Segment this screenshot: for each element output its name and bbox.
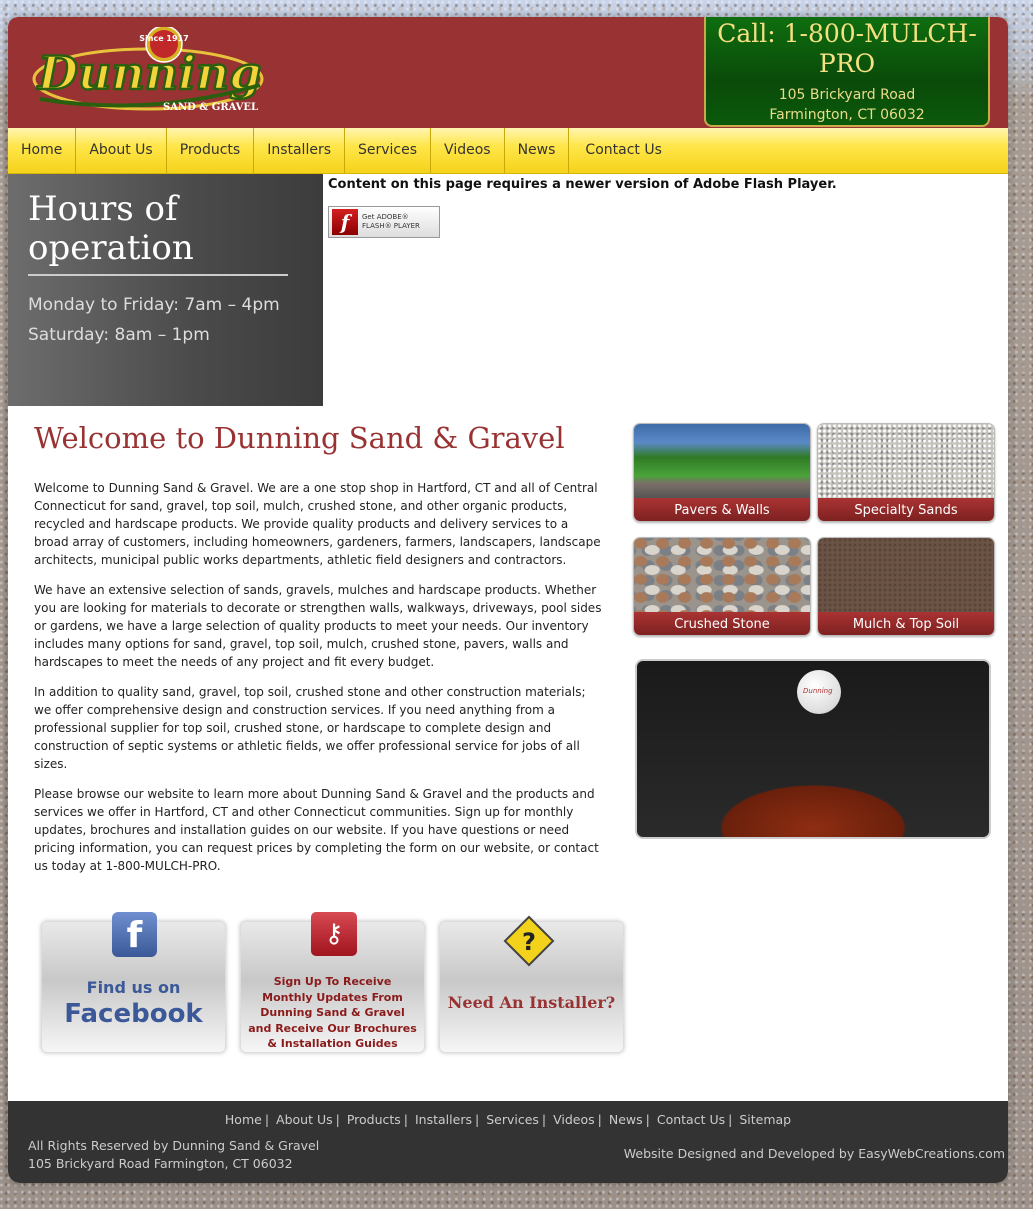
facebook-icon: f (112, 912, 157, 957)
footer-link-news[interactable]: News (608, 1112, 643, 1127)
nav-contact-us[interactable]: Contact Us (585, 142, 662, 158)
header-address-line1: 105 Brickyard Road (778, 87, 916, 103)
header (8, 17, 1008, 128)
main-nav (8, 128, 1008, 174)
question-icon (502, 914, 556, 968)
footer-link-contact-us[interactable]: Contact Us (656, 1112, 726, 1127)
sands-image (818, 424, 994, 498)
logo-since: Since 1917 (139, 34, 189, 43)
hours-panel (8, 174, 323, 406)
installer-badge[interactable] (439, 921, 624, 1053)
logo-sub: SAND & GRAVEL (163, 102, 259, 113)
nav-videos[interactable]: Videos (431, 128, 505, 173)
product-label: Pavers & Walls (634, 498, 810, 522)
footer-link-products[interactable]: Products (346, 1112, 401, 1127)
footer-credit[interactable]: Website Designed and Developed by EasyWebCreations.com (623, 1146, 1005, 1161)
welcome-paragraph: Please browse our website to learn more about Dunning Sand & Gravel and the products and services we offer in Hartford, CT and other Connecticut communities. Sign up for monthly updates, brochures and installation guides on our website. If you have questions or need pricing information, you can request prices by completing the form on our website, or contact us today at 1-800-MULCH-PRO. (34, 787, 599, 873)
page (8, 17, 1008, 1183)
nav-home[interactable]: Home (8, 128, 76, 173)
get-flash-player-button[interactable] (328, 206, 440, 238)
call-box (704, 17, 990, 127)
nav-products[interactable]: Products (167, 128, 254, 173)
product-label: Mulch & Top Soil (818, 612, 994, 636)
footer-link-services[interactable]: Services (486, 1112, 539, 1127)
mulch-golfball-photo (635, 659, 991, 839)
welcome-paragraph: In addition to quality sand, gravel, top soil, crushed stone and other construction materials; we offer comprehensive design and construction services. If you need anything from a professional supplier for top soil, crushed stone, or hardscape to complete design and construction of septic systems or athletic fields, we offer professional service for jobs of all sizes. (34, 685, 586, 771)
flash-area (323, 174, 1008, 406)
call-number[interactable]: Call: 1-800-MULCH-PRO (717, 19, 977, 78)
header-address-line2: Farmington, CT 06032 (769, 107, 925, 123)
flash-button-line2: FLASH® PLAYER (362, 222, 420, 230)
svg-text:?: ? (522, 928, 536, 956)
facebook-line2: Facebook (64, 999, 203, 1029)
promo-badges (41, 915, 631, 1051)
nav-news[interactable]: News (505, 128, 570, 173)
banner (8, 174, 1008, 406)
footer-link-about-us[interactable]: About Us (276, 1112, 333, 1127)
product-label: Crushed Stone (634, 612, 810, 636)
product-crushed-stone[interactable] (633, 537, 811, 636)
flash-button-line1: Get ADOBE® (362, 213, 409, 221)
footer-copyright-block (28, 1137, 319, 1173)
footer-copyright: All Rights Reserved by Dunning Sand & Gravel (28, 1138, 320, 1153)
hours-title: Hours of operation (28, 190, 288, 276)
flash-icon: f (332, 209, 358, 235)
golf-ball (797, 670, 841, 714)
installer-text: Need An Installer? (447, 993, 616, 1012)
flash-message: Content on this page requires a newer version of Adobe Flash Player. (328, 177, 837, 192)
golf-ball-text: Dunning (803, 687, 833, 695)
product-pavers-walls[interactable] (633, 423, 811, 522)
nav-about-us[interactable]: About Us (76, 128, 166, 173)
welcome-paragraph: We have an extensive selection of sands, gravels, mulches and hardscape products. Whether you are looking for materials to decorate or strengthen walls, walkways, driveways, pool sides or gardens, we have a large selection of quality products to meet your needs. Our inventory includes many options for sand, gravel, top soil, mulch, crushed stone, pavers, walls and hardscapes to meet the needs of any project and fit every budget. (34, 583, 602, 669)
footer-link-videos[interactable]: Videos (553, 1112, 595, 1127)
main-content (8, 406, 1008, 1102)
key-icon: ⚷ (311, 912, 357, 956)
product-mulch-top-soil[interactable] (817, 537, 995, 636)
footer-link-home[interactable]: Home (224, 1112, 262, 1127)
signup-text: Sign Up To Receive Monthly Updates From Dunning Sand & Gravel and Receive Our Brochures & Installation Guides (248, 975, 417, 1050)
nav-services[interactable]: Services (345, 128, 431, 173)
footer-address: 105 Brickyard Road Farmington, CT 06032 (28, 1156, 293, 1171)
nav-installers[interactable]: Installers (254, 128, 345, 173)
facebook-line1: Find us on (86, 978, 181, 997)
product-label: Specialty Sands (818, 498, 994, 522)
footer-link-sitemap[interactable]: Sitemap (739, 1112, 792, 1127)
mulch-image (818, 538, 994, 612)
welcome-section (34, 420, 604, 887)
pavers-image (634, 424, 810, 498)
stone-image (634, 538, 810, 612)
hours-saturday: Saturday: 8am – 1pm (28, 325, 210, 345)
facebook-badge[interactable] (41, 915, 226, 1053)
product-specialty-sands[interactable] (817, 423, 995, 522)
logo[interactable] (30, 27, 265, 122)
hours-weekday: Monday to Friday: 7am – 4pm (28, 295, 280, 315)
welcome-title: Welcome to Dunning Sand & Gravel (34, 421, 565, 455)
footer (8, 1101, 1008, 1183)
welcome-paragraph: Welcome to Dunning Sand & Gravel. We are a one stop shop in Hartford, CT and all of Central Connecticut for sand, gravel, top soil, mulch, crushed stone, and other organic products, recycled and hardscape products. We provide quality products and delivery services to a broad array of customers, including homeowners, gardeners, farmers, landscapers, landscape architects, municipal public works departments, athletic field designers and contractors. (34, 481, 601, 567)
footer-nav: Home | About Us | Products | Installers | Services | Videos | News | Contact Us | Sitemap (224, 1112, 792, 1127)
logo-name: Dunning (38, 46, 262, 100)
footer-link-installers[interactable]: Installers (415, 1112, 472, 1127)
signup-badge[interactable] (240, 921, 425, 1053)
